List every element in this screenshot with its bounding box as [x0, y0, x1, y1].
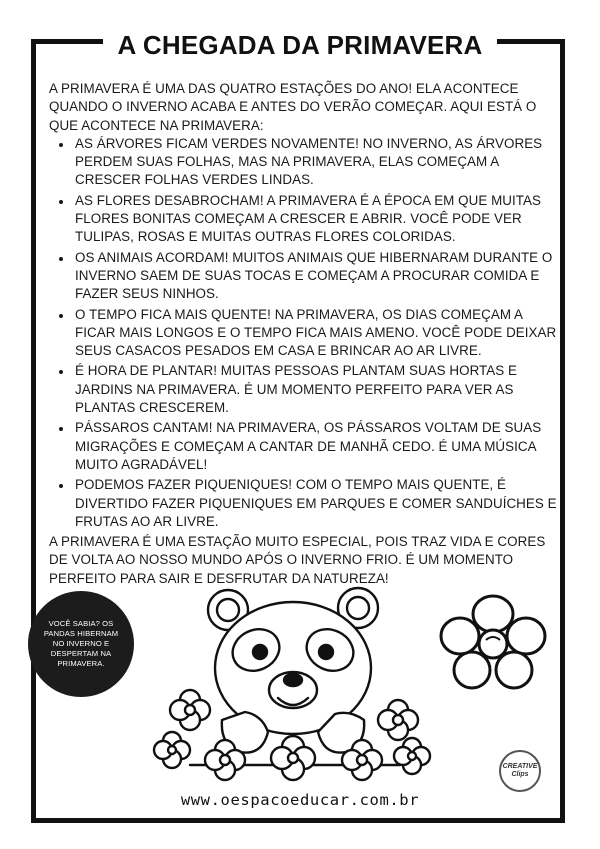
list-item: • O TEMPO FICA MAIS QUENTE! NA PRIMAVERA, OS DIAS COMEÇAM A FICAR MAIS LONGOS E O TEMPO FICA MAIS AMENO. VOCÊ PODE DEIXAR SEUS CASACOS PESADOS EM CASA E BRINCAR AO AR LIVRE. — [73, 306, 561, 361]
creative-clips-logo — [499, 750, 541, 792]
did-you-know-bubble — [28, 591, 134, 697]
article-body — [49, 80, 561, 588]
list-item: • PODEMOS FAZER PIQUENIQUES! COM O TEMPO MAIS QUENTE, É DIVERTIDO FAZER PIQUENIQUES EM PARQUES E COMER SANDUÍCHES E FRUTAS AO AR LIVRE. — [73, 476, 561, 531]
conclusion-paragraph: A PRIMAVERA É UMA ESTAÇÃO MUITO ESPECIAL, POIS TRAZ VIDA E CORES DE VOLTA AO NOSSO MUNDO APÓS O INVERNO FRIO. É UM MOMENTO PERFEITO PARA SAIR E DESFRUTAR DA NATUREZA! — [49, 534, 546, 586]
flower-icon — [438, 592, 548, 692]
panda-with-flowers-icon — [150, 580, 440, 790]
logo-line-2: Clips — [511, 771, 529, 778]
spring-facts-list — [49, 135, 561, 531]
list-item: • OS ANIMAIS ACORDAM! MUITOS ANIMAIS QUE HIBERNARAM DURANTE O INVERNO SAEM DE SUAS TOCAS E COMEÇAM A PROCURAR COMIDA E FAZER SEUS NINHOS. — [73, 249, 561, 304]
intro-paragraph: A PRIMAVERA É UMA DAS QUATRO ESTAÇÕES DO ANO! ELA ACONTECE QUANDO O INVERNO ACABA E ANTES DO VERÃO COMEÇAR. AQUI ESTÁ O QUE ACONTECE NA PRIMAVERA: — [49, 81, 537, 133]
title-wrap — [0, 28, 600, 62]
list-item: • É HORA DE PLANTAR! MUITAS PESSOAS PLANTAM SUAS HORTAS E JARDINS NA PRIMAVERA. É UM MOMENTO PERFEITO PARA VER AS PLANTAS CRESCEREM. — [73, 362, 561, 417]
logo-line-1: CREATIVE — [502, 763, 538, 770]
list-item: • PÁSSAROS CANTAM! NA PRIMAVERA, OS PÁSSAROS VOLTAM DE SUAS MIGRAÇÕES E COMEÇAM A CANTAR DE MANHÃ CEDO. É UMA MÚSICA MUITO AGRADÁVEL! — [73, 419, 561, 474]
website-url: www.oespacoeducar.com.br — [180, 791, 420, 809]
did-you-know-text: VOCÊ SABIA? OS PANDAS HIBERNAM NO INVERNO E DESPERTAM NA PRIMAVERA. — [43, 619, 119, 668]
list-item: • AS FLORES DESABROCHAM! A PRIMAVERA É A ÉPOCA EM QUE MUITAS FLORES BONITAS COMEÇAM A CRESCER E ABRIR. VOCÊ PODE VER TULIPAS, ROSAS E MUITAS OUTRAS FLORES COLORIDAS. — [73, 192, 561, 247]
list-item: • AS ÁRVORES FICAM VERDES NOVAMENTE! NO INVERNO, AS ÁRVORES PERDEM SUAS FOLHAS, MAS NA PRIMAVERA, ELAS COMEÇAM A CRESCER FOLHAS VERDES LINDAS. — [73, 135, 561, 190]
page-title: A CHEGADA DA PRIMAVERA — [103, 28, 496, 62]
